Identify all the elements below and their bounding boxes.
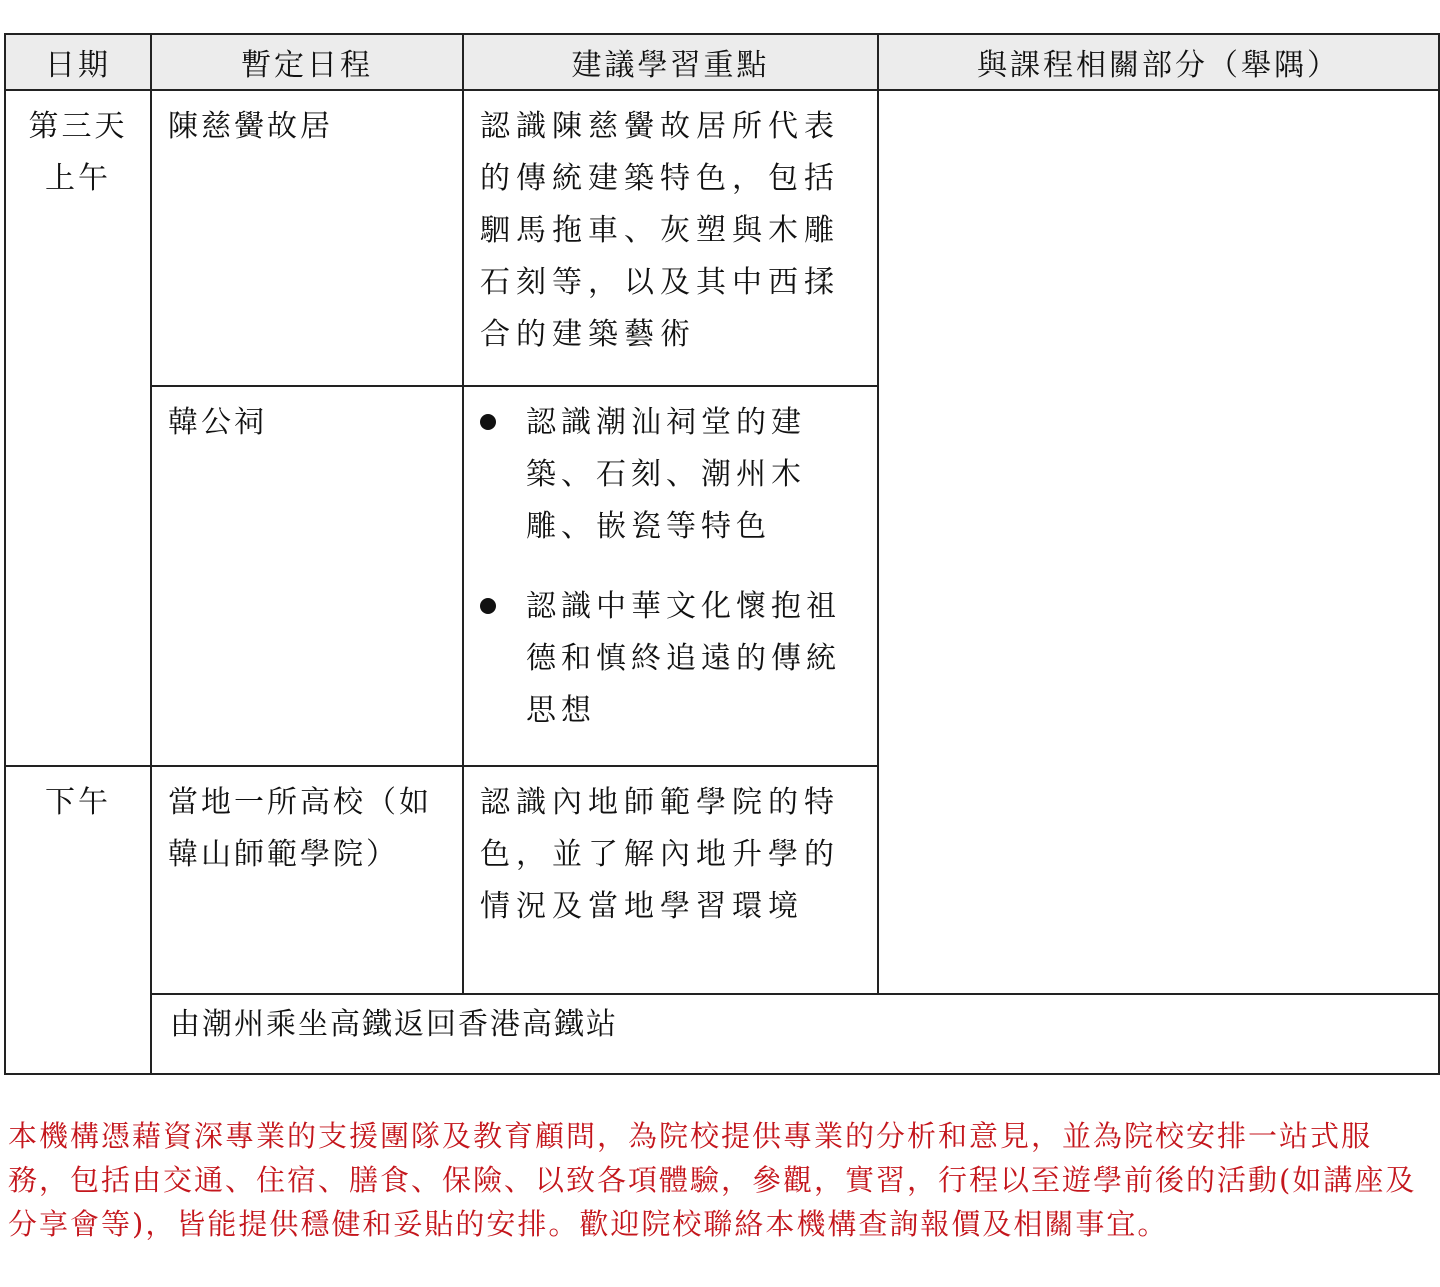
bullet-text: 認識潮汕祠堂的建築、石刻、潮州木雕、嵌瓷等特色 [526, 405, 806, 544]
table-row [5, 90, 1439, 386]
bullet-text: 認識中華文化懷抱祖德和慎終追遠的傳統思想 [526, 589, 841, 728]
bullet-icon [480, 414, 496, 430]
header-schedule: 暫定日程 [151, 34, 463, 90]
list-item [480, 397, 865, 553]
date-period-label: 上午 [45, 161, 111, 196]
date-cell-afternoon: 下午 [5, 766, 151, 1074]
schedule-cell: 當地一所高校（如韓山師範學院） [151, 766, 463, 994]
header-date: 日期 [5, 34, 151, 90]
focus-bullet-list [480, 397, 865, 737]
focus-cell: 認識內地師範學院的特色，並了解內地升學的情況及當地學習環境 [463, 766, 878, 994]
table-header-row [5, 34, 1439, 90]
header-learning-focus: 建議學習重點 [463, 34, 878, 90]
schedule-cell: 韓公祠 [151, 386, 463, 766]
return-trip-cell: 由潮州乘坐高鐵返回香港高鐵站 [151, 994, 1439, 1074]
date-cell-day3-morning [5, 90, 151, 766]
schedule-cell: 陳慈黌故居 [151, 90, 463, 386]
itinerary-table [4, 33, 1440, 1075]
focus-cell: 認識陳慈黌故居所代表的傳統建築特色，包括駟馬拖車、灰塑與木雕石刻等，以及其中西揉合的建築藝術 [463, 90, 878, 386]
related-curriculum-cell [878, 90, 1439, 994]
focus-cell-bullets [463, 386, 878, 766]
header-related-curriculum: 與課程相關部分（舉隅） [878, 34, 1439, 90]
list-item [480, 581, 865, 737]
table-row [5, 994, 1439, 1074]
bullet-icon [480, 598, 496, 614]
service-notice: 本機構憑藉資深專業的支援團隊及教育顧問，為院校提供專業的分析和意見，並為院校安排一站式服務，包括由交通、住宿、膳食、保險、以致各項體驗，參觀，實習，行程以至遊學前後的活動(如講座及分享會等)，皆能提供穩健和妥貼的安排。歡迎院校聯絡本機構查詢報價及相關事宜。 [8, 1119, 1417, 1241]
date-day-label: 第三天 [28, 109, 128, 144]
